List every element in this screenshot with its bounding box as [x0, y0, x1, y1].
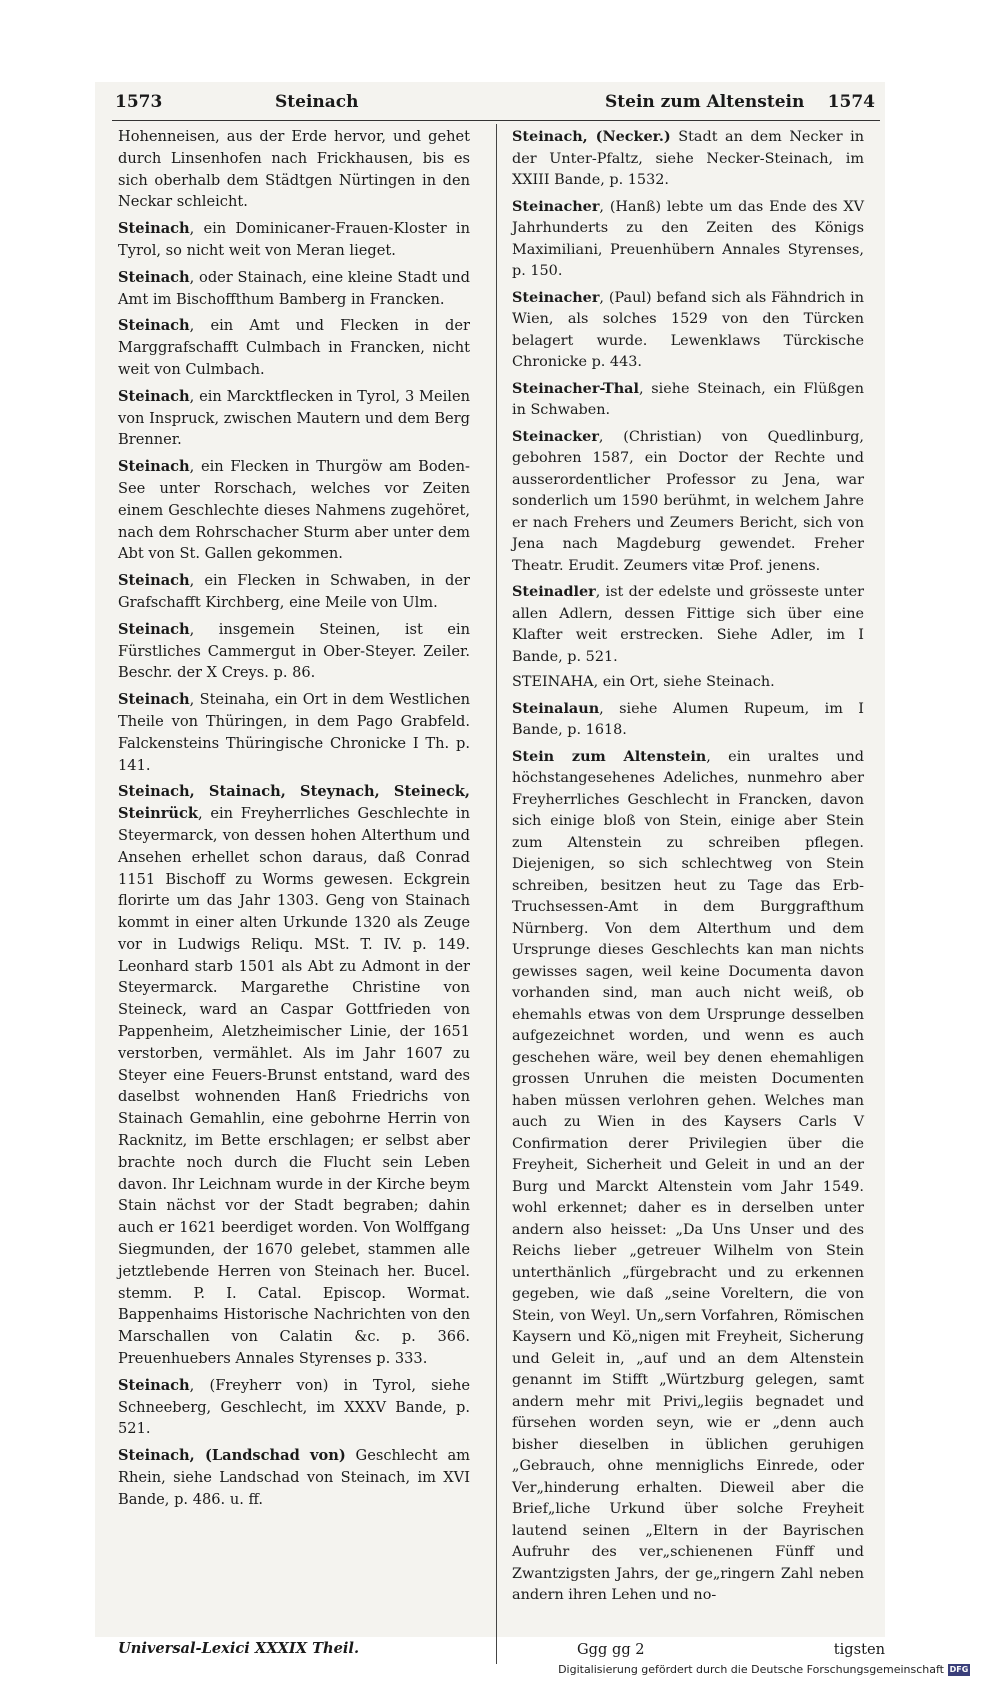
dictionary-entry: [118, 126, 470, 213]
entry-text: , ein Flecken in Schwaben, in der Grafschafft Kirchberg, eine Meile von Ulm.: [118, 572, 470, 611]
dfg-logo-icon: DFG: [949, 1664, 969, 1674]
entry-text: Geschlecht am Rhein, siehe Landschad von Steinach, im XVI Bande, p. 486. u. ff.: [118, 1447, 470, 1508]
dictionary-entry: [512, 698, 864, 742]
entry-text: , ein Marcktflecken in Tyrol, 3 Meilen von Inspruck, zwischen Mautern und dem Berg Brenner.: [118, 387, 470, 449]
dictionary-entry: [118, 267, 470, 311]
entry-headword: Steinach: [118, 458, 190, 476]
right-page-number: 1574: [827, 92, 875, 112]
digitization-credit: [558, 1663, 970, 1676]
left-page-number: 1573: [115, 92, 163, 112]
column-divider: [496, 124, 497, 1664]
entry-text: , siehe Steinach, ein Flüßgen in Schwaben.: [512, 380, 864, 418]
entry-headword: Steinacher: [512, 197, 600, 215]
dictionary-entry: [118, 456, 470, 565]
dictionary-entry: [118, 315, 470, 380]
dictionary-entry: [512, 378, 864, 422]
entry-headword: Steinach: [118, 268, 190, 286]
dictionary-entry: [512, 287, 864, 374]
catchword-right: tigsten: [833, 1641, 885, 1658]
entry-text: , Steinaha, ein Ort in dem Westlichen Theile von Thüringen, in dem Pago Grabfeld. Falckensteins Thüringische Chronicke I Th. p. 141.: [118, 691, 470, 774]
entry-text: STEINAHA, ein Ort, siehe Steinach.: [512, 674, 775, 690]
entry-text: , (Freyherr von) in Tyrol, siehe Schneeberg, Geschlecht, im XXXV Bande, p. 521.: [118, 1376, 470, 1438]
entry-headword: Steinach, Stainach, Steynach, Steineck, Steinrück: [118, 783, 470, 823]
dictionary-entry: [118, 570, 470, 614]
right-headword: Stein zum Altenstein: [605, 92, 805, 112]
entry-headword: Steinacher-Thal: [512, 379, 639, 397]
dictionary-entry: [512, 426, 864, 578]
entry-text: , siehe Alumen Rupeum, im I Bande, p. 1618.: [512, 700, 864, 738]
entry-text: Stadt an dem Necker in der Unter-Pfaltz, siehe Necker-Steinach, im XXIII Bande, p. 1532.: [512, 129, 865, 188]
entry-headword: Steinach: [118, 572, 190, 590]
dictionary-entry: [118, 1375, 470, 1440]
entry-headword: Steinach: [118, 317, 190, 335]
dictionary-entry: [118, 386, 470, 451]
dictionary-entry: [512, 581, 864, 668]
entry-text: , insgemein Steinen, ist ein Fürstliches Cammergut in Ober-Steyer. Zeiler. Beschr. der X Creys. p. 86.: [118, 620, 470, 682]
entry-headword: Steinach: [118, 220, 190, 238]
entry-text: , ein Flecken in Thurgöw am Boden-See unter Rorschach, welches vor Zeiten einem Geschlechte dieses Nahmens zugehöret, nach dem Rohrschacher Sturm aber unter dem Abt von St. Gallen gekommen.: [118, 458, 470, 563]
entry-text: , ein Amt und Flecken in der Marggrafschafft Culmbach in Francken, nicht weit von Culmbach.: [118, 317, 470, 378]
dictionary-entry: [118, 218, 470, 262]
entry-headword: Steinacker: [512, 427, 599, 445]
left-column: [118, 126, 470, 1516]
entry-headword: Steinach: [118, 620, 190, 638]
entry-text: , oder Stainach, eine kleine Stadt und Amt im Bischoffthum Bamberg in Francken.: [118, 268, 470, 308]
entry-headword: Stein zum Altenstein: [512, 747, 707, 765]
dictionary-entry: [118, 619, 470, 684]
dictionary-entry: [118, 1445, 470, 1510]
entry-headword: Steinacher: [512, 288, 600, 306]
dictionary-entry: [118, 689, 470, 776]
dictionary-entry: [512, 746, 864, 1607]
entry-text: , ein uraltes und höchstangesehenes Adeliches, nunmehro aber Freyherrliches Geschlecht in Francken, davon sich einige bloß von Stein, einige aber Stein zum Altenstein zu schreiben pflegen. Diejenigen, so sich schlechtweg von Stein schreiben, besitzen heut zu Tage das Erb-Truchsessen-Amt in dem Burggrafthum Nürnberg. Von dem Alterthum und dem Ursprunge dieses Geschlechts kan man nichts gewisses sagen, weil keine Documenta davon vorhanden sind, man auch nicht weiß, ob ehemahls etwas von dem Ursprunge desselben aufgezeichnet worden, und wenn es auch geschehen wäre, weil bey denen ehemahligen grossen Unruhen die meisten Documenten haben müssen verlohren gehen. Welches man auch zu Wien in des Kaysers Carls V Confirmation derer Privilegien über die Freyheit, Sicherheit und Geleit in und an der Burg und Marckt Altenstein vom Jahr 1549. wohl erkennet; daher es in derselben unter andern also heisset: „Da Uns Unser und des Reichs lieber „getreuer Wilhelm von Stein unterthänlich „fürgebracht und zu erkennen gegeben, wie daß „seine Voreltern, die von Stein, von Weyl. Un„sern Vorfahren, Römischen Kaysern und Kö„nigen mit Freyheit, Sicherung und Geleit in, „auf und an dem Altenstein genannt im Stifft „Würtzburg gelegen, samt andern mehr mit Privi„legiis begnadet und fürsehen worden seyn, wie er „denn auch bisher dieselben in üblichen geruhigen „Gebrauch, ohne menniglichs Einrede, oder Ver„hinderung erhalten. Dieweil aber die Brief„liche Urkund über solche Freyheit lautend seinen „Eltern in der Bayrischen Aufruhr des ver„schienenen Fünff und Zwantzigsten Jahrs, der ge„ringern Zahl neben andern ihren Lehen und no-: [512, 748, 864, 1603]
credit-text: Digitalisierung gefördert durch die Deutsche Forschungsgemeinschaft: [558, 1663, 944, 1676]
entry-text: , (Hanß) lebte um das Ende des XV Jahrhunderts zu den Zeiten des Königs Maximiliani, Preuenhübern Annales Styrenses, p. 150.: [512, 198, 864, 279]
entry-headword: Steinach, (Necker.): [512, 128, 671, 145]
right-column: [512, 126, 864, 1611]
entry-text: , ein Freyherrliches Geschlechte in Steyermarck, von dessen hohen Alterthum und Ansehen erhellet schon daraus, daß Conrad 1151 Bischoff zu Worms gewesen. Eckgrein florirte um das Jahr 1303. Geng von Stainach kommt in einer alten Urkunde 1320 als Zeuge vor in Ludwigs Reliqu. MSt. T. IV. p. 149. Leonhard starb 1501 als Abt zu Admont in der Steyermarck. Margarethe Christine von Steineck, ward an Caspar Gottfrieden von Pappenheim, Aletzheimischer Linie, der 1651 verstorben, vermählet. Als im Jahr 1607 zu Steyer eine Feuers-Brunst entstand, ward des daselbst wohnenden Hanß Friedrichs von Stainach Gemahlin, eine gebohrne Herrin von Racknitz, im Bette erschlagen; er selbst aber brachte noch durch die Flucht sein Leben davon. Ihr Leichnam wurde in der Kirche beym Stain nächst vor der Stadt begraben; dahin auch er 1621 beerdiget worden. Von Wolffgang Siegmunden, der 1670 gelebet, stammen alle jetztlebende Herren von Steinach her. Bucel. stemm. P. I. Catal. Episcop. Wormat. Bappenhaims Historische Nachrichten von den Marschallen von Calatin &c. p. 366. Preuenhuebers Annales Styrenses p. 333.: [118, 805, 470, 1368]
header-rule: [112, 120, 880, 121]
entry-headword: Steinach: [118, 691, 190, 709]
signature-mark: Ggg gg 2: [577, 1641, 645, 1658]
entry-headword: Steinach: [118, 387, 190, 405]
dictionary-entry: [512, 126, 864, 192]
entry-headword: Steinach: [118, 1376, 190, 1394]
catchword-left: Universal-Lexici XXXIX Theil.: [118, 1640, 360, 1657]
entry-headword: Steinalaun: [512, 699, 600, 717]
entry-text: , (Paul) befand sich als Fähndrich in Wien, als solches 1529 von den Türcken belagert wurde. Lewenklaws Türckische Chronicke p. 443.: [512, 289, 864, 370]
entry-text: , ein Dominicaner-Frauen-Kloster in Tyrol, so nicht weit von Meran lieget.: [118, 220, 470, 259]
left-headword: Steinach: [275, 92, 359, 112]
entry-headword: Steinach, (Landschad von): [118, 1447, 346, 1465]
entry-headword: Steinadler: [512, 583, 596, 600]
dictionary-entry: [118, 781, 470, 1370]
entry-text: , ist der edelste und grösseste unter allen Adlern, dessen Fittige sich über eine Klafter weit erstrecken. Siehe Adler, im I Bande, p. 521.: [512, 584, 864, 665]
dictionary-entry: [512, 672, 864, 694]
running-header: [115, 92, 875, 122]
dictionary-entry: [512, 196, 864, 283]
entry-text: Hohenneisen, aus der Erde hervor, und gehet durch Linsenhofen nach Frickhausen, bis es sich oberhalb dem Städtgen Nürtingen in den Neckar schleicht.: [118, 128, 470, 211]
entry-text: , (Christian) von Quedlinburg, gebohren 1587, ein Doctor der Rechte und ausserordentlicher Professor zu Jena, war sonderlich um 1590 berühmt, in welchem Jahre er nach Frehers und Zeumers Bericht, sich von Jena nach Magdeburg gewendet. Freher Theatr. Erudit. Zeumers vitæ Prof. jenens.: [512, 428, 864, 574]
